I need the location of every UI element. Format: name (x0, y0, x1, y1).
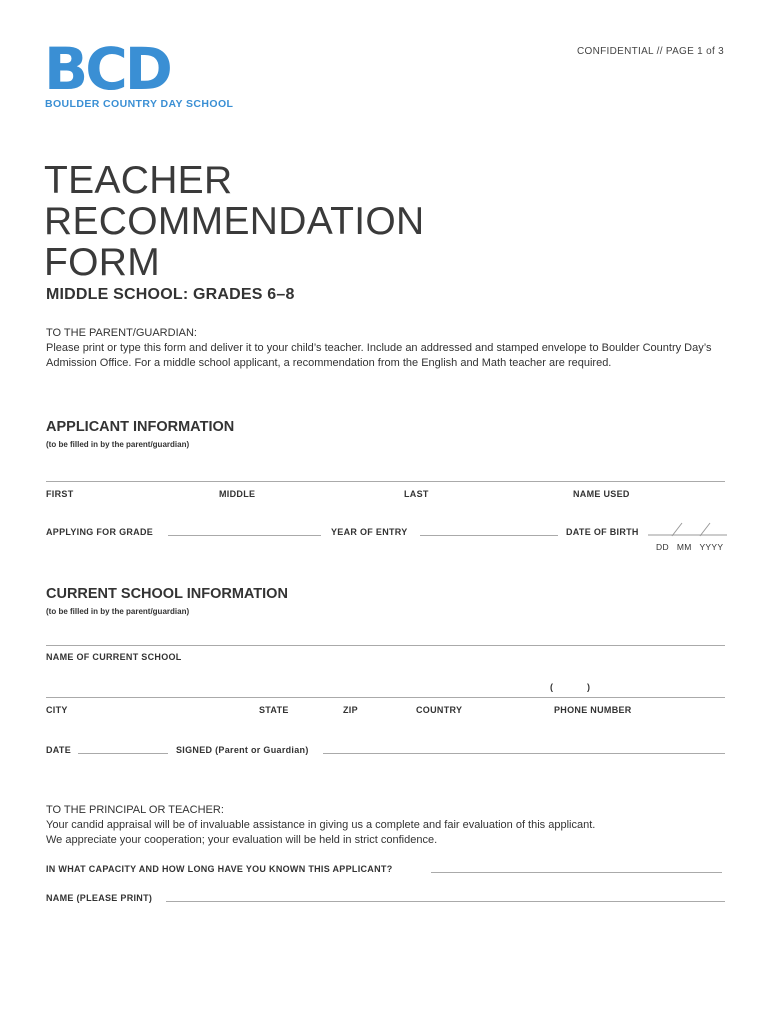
title-line-3: FORM (44, 241, 161, 284)
country-label: COUNTRY (416, 705, 463, 715)
phone-paren-open: ( (550, 682, 554, 692)
school-name: BOULDER COUNTRY DAY SCHOOL (45, 98, 234, 110)
state-label: STATE (259, 705, 289, 715)
middle-name-label: MIDDLE (219, 489, 256, 499)
parent-intro (46, 326, 736, 371)
page-title (44, 160, 424, 283)
page-subtitle: MIDDLE SCHOOL: GRADES 6–8 (46, 286, 295, 303)
confidential-page-label: CONFIDENTIAL // PAGE 1 of 3 (576, 46, 724, 57)
year-of-entry-label: YEAR OF ENTRY (331, 527, 408, 537)
name-print-field[interactable] (166, 901, 725, 902)
phone-number-label: PHONE NUMBER (554, 705, 632, 715)
applying-grade-field[interactable] (168, 535, 321, 536)
applicant-section-heading: APPLICANT INFORMATION (46, 419, 235, 435)
teacher-intro-heading: TO THE PRINCIPAL OR TEACHER: (46, 804, 224, 816)
parent-intro-heading: TO THE PARENT/GUARDIAN: (46, 327, 197, 339)
first-name-label: FIRST (46, 489, 74, 499)
signature-field[interactable] (323, 753, 725, 754)
teacher-intro (46, 803, 736, 848)
current-school-field[interactable] (46, 645, 725, 646)
capacity-question-label: IN WHAT CAPACITY AND HOW LONG HAVE YOU KNOWN THIS APPLICANT? (46, 864, 393, 874)
year-of-entry-field[interactable] (420, 535, 558, 536)
teacher-intro-line-2: We appreciate your cooperation; your evaluation will be held in strict confidence. (46, 834, 438, 846)
applicant-name-field[interactable] (46, 481, 725, 482)
school-section-heading: CURRENT SCHOOL INFORMATION (46, 586, 288, 602)
city-label: CITY (46, 705, 68, 715)
title-line-2: RECOMMENDATION (44, 200, 425, 243)
applicant-section-note: (to be filled in by the parent/guardian) (46, 440, 190, 449)
school-logo: BCD (44, 35, 170, 103)
date-field[interactable] (78, 753, 168, 754)
date-format-hint: DD MM YYYY (656, 542, 724, 552)
date-of-birth-field[interactable] (648, 520, 728, 538)
teacher-intro-line-1: Your candid appraisal will be of invaluable assistance in giving us a complete and fair evaluation of this applicant. (46, 819, 596, 831)
date-label: DATE (46, 745, 72, 755)
school-section-note: (to be filled in by the parent/guardian) (46, 607, 190, 616)
name-used-label: NAME USED (573, 489, 630, 499)
last-name-label: LAST (404, 489, 429, 499)
address-phone-field[interactable] (46, 697, 725, 698)
title-line-1: TEACHER (44, 159, 233, 202)
signed-label: SIGNED (Parent or Guardian) (176, 745, 309, 755)
applying-grade-label: APPLYING FOR GRADE (46, 527, 154, 537)
phone-paren-close: ) (587, 682, 591, 692)
current-school-label: NAME OF CURRENT SCHOOL (46, 652, 182, 662)
name-print-label: NAME (PLEASE PRINT) (46, 893, 153, 903)
parent-intro-body: Please print or type this form and deliver it to your child’s teacher. Include an addressed and stamped envelope to Boulder Country Day’s Admission Office. For a middle school applicant, a recommendation from the English and Math teacher are required. (46, 342, 712, 369)
date-of-birth-label: DATE OF BIRTH (566, 527, 639, 537)
zip-label: ZIP (343, 705, 358, 715)
capacity-field[interactable] (431, 872, 722, 873)
